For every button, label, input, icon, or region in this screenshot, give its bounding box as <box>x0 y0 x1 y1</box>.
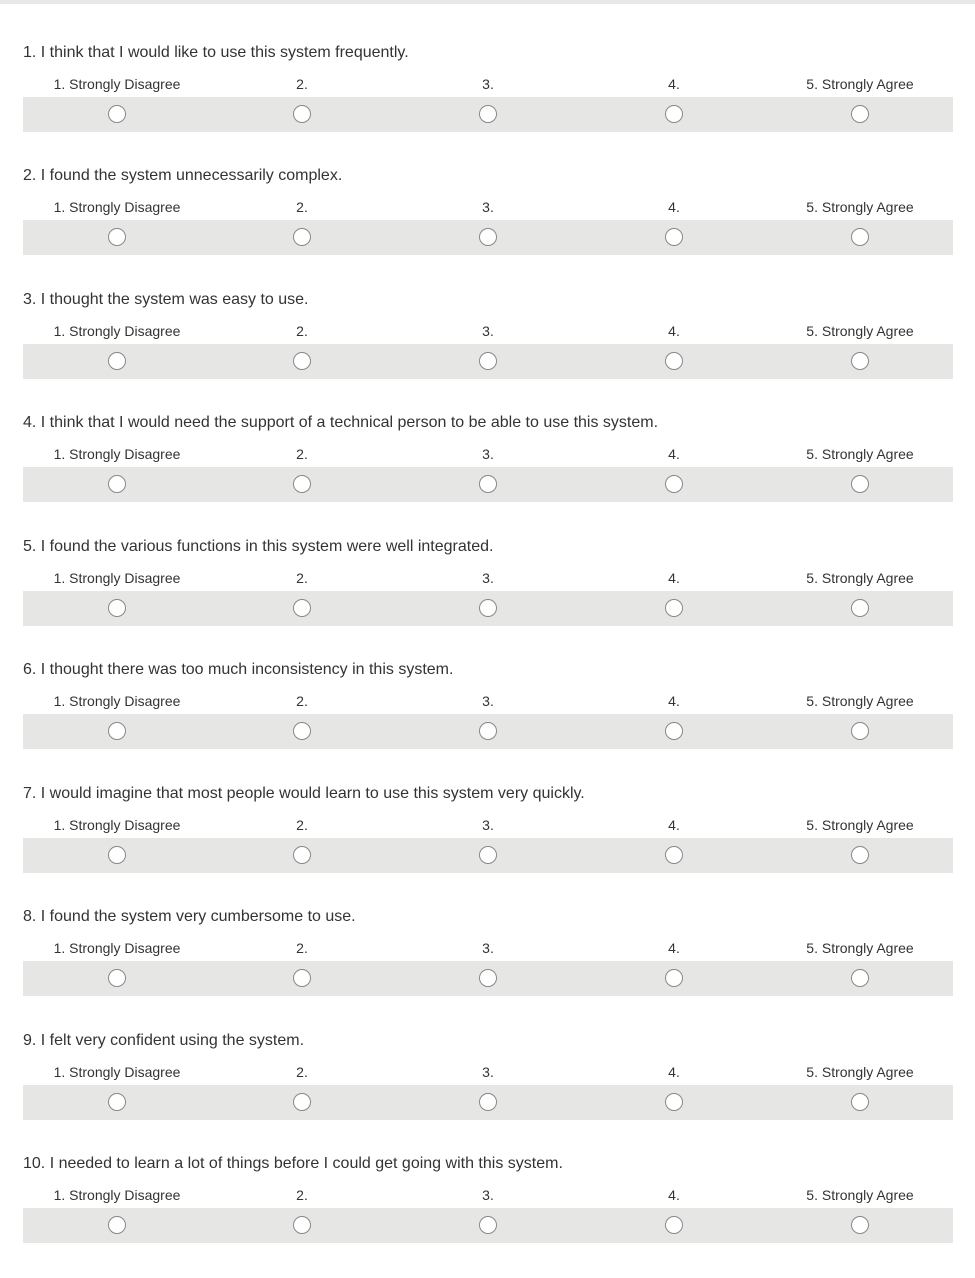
radio-option-1[interactable] <box>100 1208 135 1243</box>
scale-label-1: 1. Strongly Disagree <box>53 693 181 709</box>
radio-circle-icon <box>108 1216 126 1234</box>
scale-label-5: 5. Strongly Agree <box>806 817 914 833</box>
scale-label-3: 3. <box>482 817 494 833</box>
radio-option-5[interactable] <box>843 961 878 996</box>
radio-option-1[interactable] <box>100 591 135 626</box>
scale-label-1: 1. Strongly Disagree <box>53 940 181 956</box>
question-text: 6. I thought there was too much inconsistency in this system. <box>23 661 454 678</box>
radio-option-5[interactable] <box>843 714 878 749</box>
scale-label-4: 4. <box>668 446 680 462</box>
radio-circle-icon <box>108 352 126 370</box>
radio-option-3[interactable] <box>471 344 506 379</box>
radio-option-5[interactable] <box>843 1208 878 1243</box>
radio-circle-icon <box>479 722 497 740</box>
radio-option-1[interactable] <box>100 344 135 379</box>
radio-circle-icon <box>293 352 311 370</box>
scale-label-5: 5. Strongly Agree <box>806 693 914 709</box>
radio-circle-icon <box>851 1093 869 1111</box>
radio-circle-icon <box>851 1216 869 1234</box>
radio-option-3[interactable] <box>471 591 506 626</box>
radio-option-4[interactable] <box>657 220 692 255</box>
radio-option-4[interactable] <box>657 344 692 379</box>
radio-option-3[interactable] <box>471 961 506 996</box>
question-4 <box>0 413 975 537</box>
scale-label-3: 3. <box>482 1187 494 1203</box>
scale-label-3: 3. <box>482 1064 494 1080</box>
question-text: 7. I would imagine that most people would learn to use this system very quickly. <box>23 785 585 802</box>
radio-option-4[interactable] <box>657 961 692 996</box>
radio-option-2[interactable] <box>285 1208 320 1243</box>
radio-option-1[interactable] <box>100 714 135 749</box>
scale-label-1: 1. Strongly Disagree <box>53 446 181 462</box>
scale-label-4: 4. <box>668 940 680 956</box>
radio-option-2[interactable] <box>285 838 320 873</box>
question-text: 4. I think that I would need the support of a technical person to be able to use this system. <box>23 414 659 431</box>
question-9 <box>0 1031 975 1155</box>
radio-circle-icon <box>293 475 311 493</box>
radio-circle-icon <box>479 228 497 246</box>
radio-circle-icon <box>479 1216 497 1234</box>
radio-circle-icon <box>851 722 869 740</box>
scale-label-3: 3. <box>482 693 494 709</box>
radio-option-2[interactable] <box>285 97 320 132</box>
scale-label-5: 5. Strongly Agree <box>806 570 914 586</box>
radio-option-3[interactable] <box>471 220 506 255</box>
question-text: 3. I thought the system was easy to use. <box>23 291 309 308</box>
radio-circle-icon <box>665 105 683 123</box>
radio-option-5[interactable] <box>843 838 878 873</box>
radio-circle-icon <box>851 599 869 617</box>
radio-circle-icon <box>108 722 126 740</box>
radio-option-1[interactable] <box>100 961 135 996</box>
radio-circle-icon <box>108 1093 126 1111</box>
radio-circle-icon <box>665 1093 683 1111</box>
radio-option-2[interactable] <box>285 344 320 379</box>
scale-label-4: 4. <box>668 1187 680 1203</box>
radio-circle-icon <box>293 105 311 123</box>
scale-label-2: 2. <box>296 323 308 339</box>
scale-label-2: 2. <box>296 76 308 92</box>
question-2 <box>0 166 975 290</box>
scale-label-1: 1. Strongly Disagree <box>53 323 181 339</box>
radio-circle-icon <box>293 846 311 864</box>
radio-circle-icon <box>479 846 497 864</box>
radio-circle-icon <box>293 228 311 246</box>
radio-circle-icon <box>479 105 497 123</box>
question-3 <box>0 290 975 414</box>
scale-label-5: 5. Strongly Agree <box>806 1187 914 1203</box>
question-text: 5. I found the various functions in this system were well integrated. <box>23 538 494 555</box>
radio-option-1[interactable] <box>100 467 135 502</box>
radio-circle-icon <box>665 1216 683 1234</box>
question-7 <box>0 784 975 908</box>
radio-option-3[interactable] <box>471 97 506 132</box>
radio-circle-icon <box>293 1093 311 1111</box>
scale-label-1: 1. Strongly Disagree <box>53 76 181 92</box>
radio-option-4[interactable] <box>657 97 692 132</box>
radio-option-1[interactable] <box>100 1085 135 1120</box>
radio-option-2[interactable] <box>285 714 320 749</box>
radio-option-5[interactable] <box>843 1085 878 1120</box>
radio-option-2[interactable] <box>285 467 320 502</box>
radio-circle-icon <box>851 475 869 493</box>
scale-label-2: 2. <box>296 940 308 956</box>
radio-circle-icon <box>108 846 126 864</box>
radio-option-4[interactable] <box>657 591 692 626</box>
scale-label-5: 5. Strongly Agree <box>806 446 914 462</box>
radio-circle-icon <box>293 969 311 987</box>
radio-circle-icon <box>479 599 497 617</box>
radio-option-5[interactable] <box>843 467 878 502</box>
scale-label-1: 1. Strongly Disagree <box>53 1064 181 1080</box>
question-text: 10. I needed to learn a lot of things before I could get going with this system. <box>23 1155 563 1172</box>
radio-option-3[interactable] <box>471 467 506 502</box>
radio-circle-icon <box>851 105 869 123</box>
scale-label-4: 4. <box>668 1064 680 1080</box>
scale-label-2: 2. <box>296 817 308 833</box>
question-text: 1. I think that I would like to use this system frequently. <box>23 44 409 61</box>
radio-circle-icon <box>479 1093 497 1111</box>
scale-label-2: 2. <box>296 693 308 709</box>
radio-option-1[interactable] <box>100 220 135 255</box>
radio-circle-icon <box>108 969 126 987</box>
radio-circle-icon <box>851 969 869 987</box>
scale-label-4: 4. <box>668 323 680 339</box>
scale-label-4: 4. <box>668 76 680 92</box>
radio-option-4[interactable] <box>657 1085 692 1120</box>
radio-circle-icon <box>293 1216 311 1234</box>
question-10 <box>0 1154 975 1278</box>
scale-label-3: 3. <box>482 199 494 215</box>
radio-option-2[interactable] <box>285 961 320 996</box>
scale-label-5: 5. Strongly Agree <box>806 76 914 92</box>
scale-label-2: 2. <box>296 446 308 462</box>
radio-option-3[interactable] <box>471 714 506 749</box>
scale-label-4: 4. <box>668 817 680 833</box>
radio-option-2[interactable] <box>285 591 320 626</box>
radio-circle-icon <box>665 722 683 740</box>
scale-label-2: 2. <box>296 570 308 586</box>
radio-circle-icon <box>665 846 683 864</box>
scale-label-4: 4. <box>668 693 680 709</box>
scale-label-4: 4. <box>668 199 680 215</box>
scale-label-5: 5. Strongly Agree <box>806 323 914 339</box>
radio-option-3[interactable] <box>471 1208 506 1243</box>
radio-option-5[interactable] <box>843 97 878 132</box>
radio-circle-icon <box>665 599 683 617</box>
question-5 <box>0 537 975 661</box>
radio-option-2[interactable] <box>285 220 320 255</box>
radio-circle-icon <box>479 475 497 493</box>
scale-label-3: 3. <box>482 76 494 92</box>
scale-label-1: 1. Strongly Disagree <box>53 817 181 833</box>
radio-circle-icon <box>108 475 126 493</box>
radio-circle-icon <box>851 228 869 246</box>
radio-option-4[interactable] <box>657 838 692 873</box>
scale-label-1: 1. Strongly Disagree <box>53 199 181 215</box>
radio-circle-icon <box>479 969 497 987</box>
scale-label-2: 2. <box>296 1187 308 1203</box>
radio-option-2[interactable] <box>285 1085 320 1120</box>
radio-circle-icon <box>293 722 311 740</box>
radio-option-1[interactable] <box>100 838 135 873</box>
scale-label-1: 1. Strongly Disagree <box>53 570 181 586</box>
radio-option-4[interactable] <box>657 1208 692 1243</box>
radio-circle-icon <box>665 969 683 987</box>
radio-circle-icon <box>665 352 683 370</box>
scale-label-2: 2. <box>296 1064 308 1080</box>
radio-option-5[interactable] <box>843 220 878 255</box>
radio-circle-icon <box>851 846 869 864</box>
scale-label-3: 3. <box>482 323 494 339</box>
radio-circle-icon <box>108 228 126 246</box>
scale-label-3: 3. <box>482 446 494 462</box>
scale-label-5: 5. Strongly Agree <box>806 1064 914 1080</box>
radio-option-1[interactable] <box>100 97 135 132</box>
radio-option-5[interactable] <box>843 344 878 379</box>
radio-circle-icon <box>665 228 683 246</box>
question-text: 8. I found the system very cumbersome to use. <box>23 908 356 925</box>
radio-circle-icon <box>665 475 683 493</box>
radio-option-3[interactable] <box>471 1085 506 1120</box>
question-8 <box>0 907 975 1031</box>
question-1 <box>0 43 975 167</box>
question-text: 9. I felt very confident using the system. <box>23 1032 305 1049</box>
scale-label-1: 1. Strongly Disagree <box>53 1187 181 1203</box>
top-divider <box>0 0 975 4</box>
scale-label-2: 2. <box>296 199 308 215</box>
radio-option-4[interactable] <box>657 714 692 749</box>
scale-label-5: 5. Strongly Agree <box>806 199 914 215</box>
radio-circle-icon <box>108 599 126 617</box>
radio-circle-icon <box>851 352 869 370</box>
radio-option-3[interactable] <box>471 838 506 873</box>
scale-label-5: 5. Strongly Agree <box>806 940 914 956</box>
radio-option-5[interactable] <box>843 591 878 626</box>
question-text: 2. I found the system unnecessarily complex. <box>23 167 343 184</box>
scale-label-4: 4. <box>668 570 680 586</box>
radio-circle-icon <box>293 599 311 617</box>
scale-label-3: 3. <box>482 940 494 956</box>
radio-option-4[interactable] <box>657 467 692 502</box>
question-6 <box>0 660 975 784</box>
scale-label-3: 3. <box>482 570 494 586</box>
radio-circle-icon <box>108 105 126 123</box>
radio-circle-icon <box>479 352 497 370</box>
